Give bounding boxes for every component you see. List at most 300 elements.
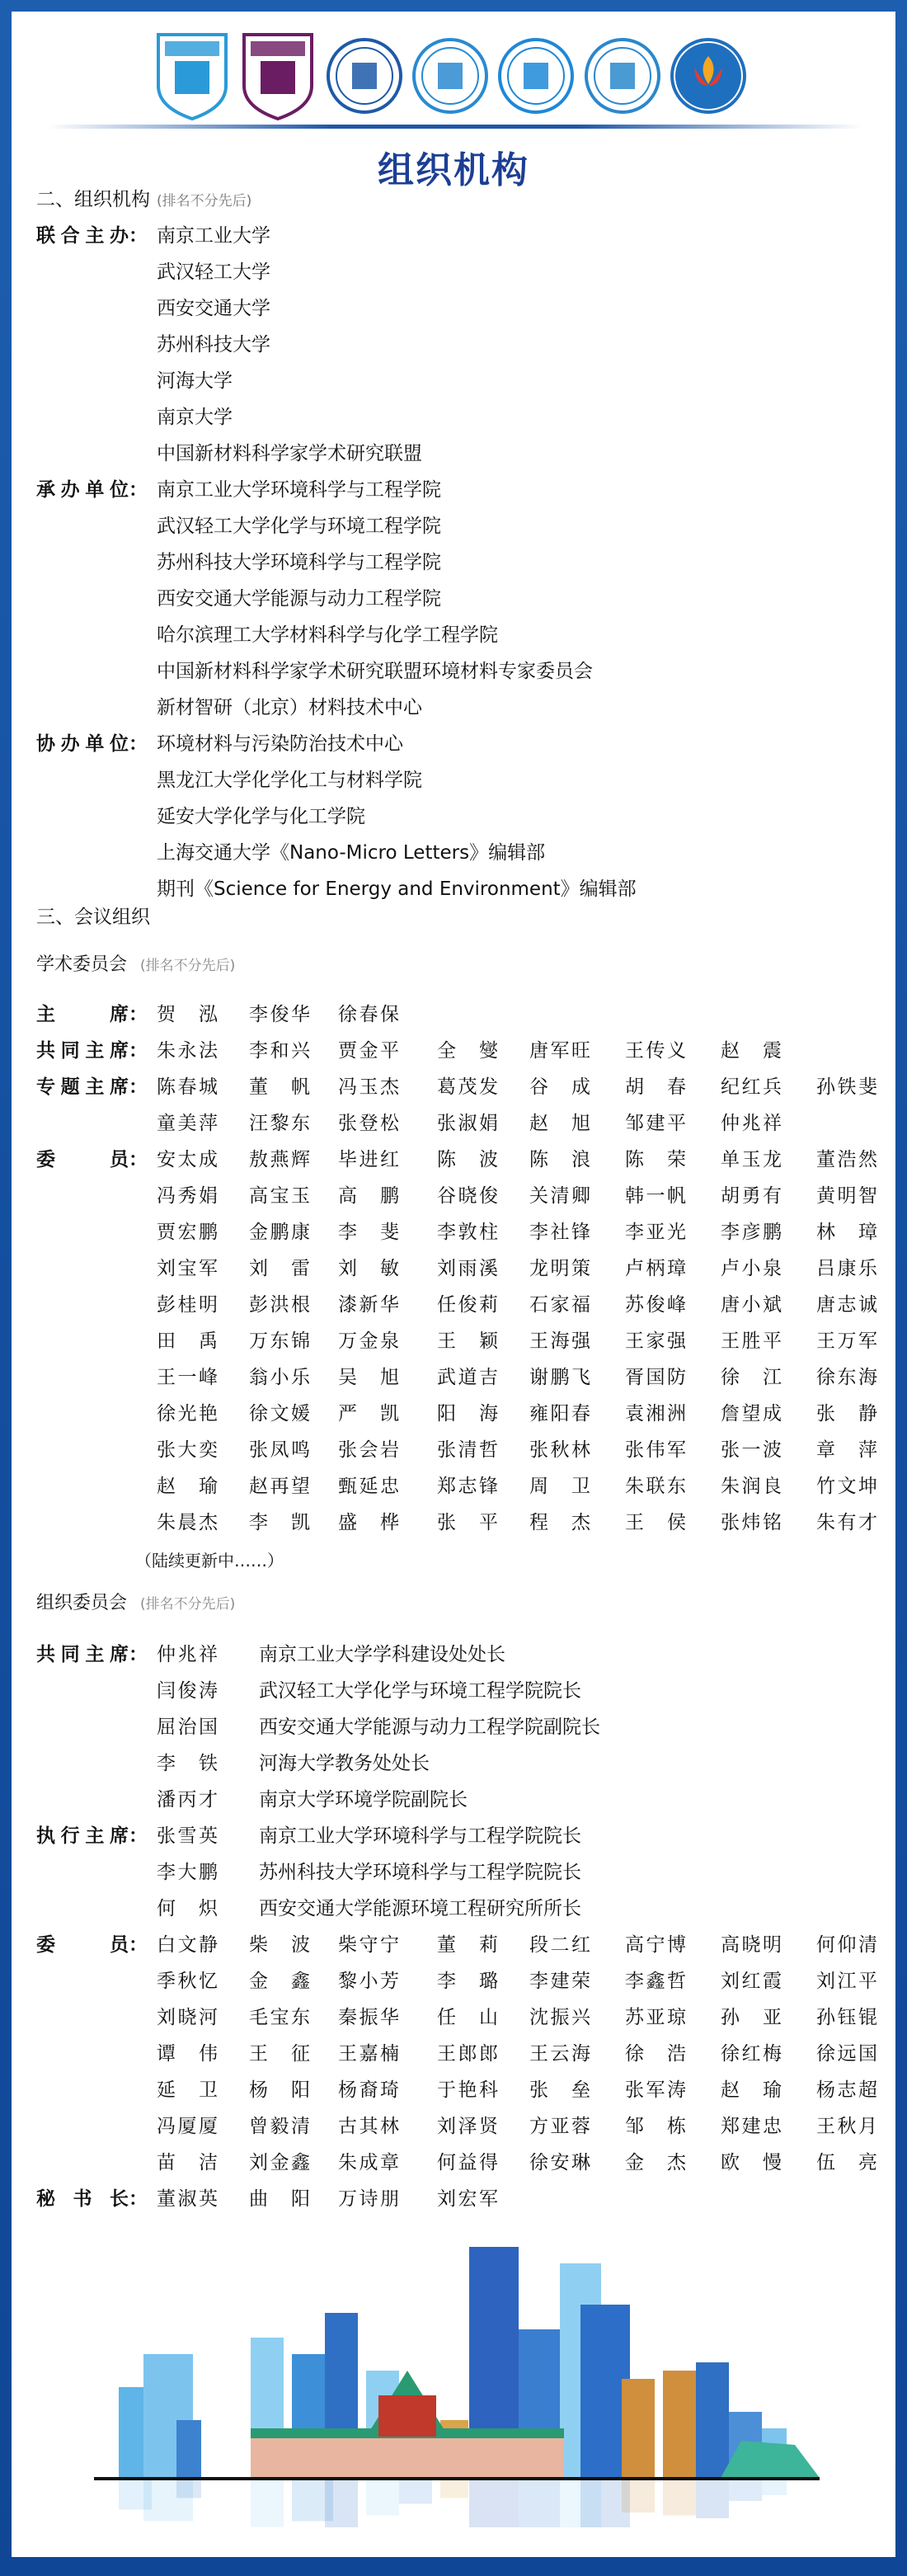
- organizing-committee-heading: [36, 1585, 235, 1622]
- member-name: 王云海: [529, 2043, 590, 2065]
- ranking-note: (排名不分先后): [157, 193, 252, 210]
- building-reflection: [622, 2478, 655, 2512]
- organizer-row: [36, 399, 886, 436]
- organizer-name: 中国新材料科学家学术研究联盟: [157, 443, 422, 464]
- role-label: [36, 1818, 148, 1854]
- member-name: 高宁博: [625, 1934, 686, 1956]
- organizer-name: 西安交通大学: [157, 298, 270, 319]
- committee-row: [36, 2072, 886, 2108]
- member-name: 曾毅清: [249, 2116, 310, 2137]
- role-label: [36, 1142, 148, 1178]
- colon: ：: [129, 1825, 148, 1847]
- member-name: 李鑫哲: [625, 1971, 686, 1992]
- member-name: 陈荣: [625, 1149, 686, 1170]
- member-name: 谭伟: [157, 2043, 218, 2065]
- member-name: 盛桦: [338, 1512, 399, 1533]
- member-name: 王海强: [529, 1330, 590, 1352]
- colon: ：: [129, 1934, 148, 1956]
- organizer-row: [36, 436, 886, 472]
- member-name: 石家福: [529, 1294, 590, 1316]
- member-name: 徐春保: [338, 1004, 399, 1025]
- member-name: 王征: [249, 2043, 310, 2065]
- building-reflection: [366, 2478, 399, 2516]
- member-name: 李斐: [338, 1222, 399, 1243]
- role-label: [36, 2181, 148, 2217]
- member-name: 周卫: [529, 1476, 590, 1497]
- leader-name: 仲兆祥: [157, 1644, 218, 1665]
- member-name: 胡春: [625, 1076, 686, 1098]
- member-name: 王传义: [625, 1040, 686, 1062]
- member-name: 李敦柱: [437, 1222, 498, 1243]
- organizer-name: 新材智研（北京）材料技术中心: [157, 697, 422, 718]
- label-text: 共同主席: [36, 1040, 129, 1062]
- page-title: 组织机构: [378, 149, 529, 191]
- ground-line: [94, 2477, 820, 2480]
- member-name: 韩一帆: [625, 1185, 686, 1207]
- organizer-list: [36, 218, 886, 907]
- member-name: 纪红兵: [721, 1076, 782, 1098]
- member-name: 张淑娟: [437, 1113, 498, 1134]
- member-name: 任山: [437, 2007, 498, 2028]
- member-name: 孙亚: [721, 2007, 782, 2028]
- member-name: 胡勇有: [721, 1185, 782, 1207]
- leader-row: [36, 1891, 886, 1927]
- member-name: 沈振兴: [529, 2007, 590, 2028]
- member-name: 董淑英: [157, 2188, 218, 2210]
- leader-position: 武汉轻工大学化学与环境工程学院院长: [259, 1680, 581, 1702]
- role-label: [36, 1636, 148, 1673]
- member-name: 刘敏: [338, 1258, 399, 1279]
- member-name: 白文静: [157, 1934, 218, 1956]
- member-name: 冯秀娟: [157, 1185, 218, 1207]
- ranking-note: (排名不分先后): [140, 958, 236, 974]
- ranking-note: (排名不分先后): [140, 1596, 236, 1613]
- building: [622, 2379, 655, 2478]
- member-name: 龙明策: [529, 1258, 590, 1279]
- committee-row: [36, 1963, 886, 1999]
- member-name: 刘晓河: [157, 2007, 218, 2028]
- colon: ：: [129, 1076, 148, 1098]
- member-name: 于艳科: [437, 2079, 498, 2101]
- academic-committee-title: 学术委员会: [36, 954, 128, 975]
- building: [663, 2371, 696, 2478]
- colon: ：: [129, 1040, 148, 1062]
- member-name: 郑志锋: [437, 1476, 498, 1497]
- member-name: 朱晨杰: [157, 1512, 218, 1533]
- member-name: 赵瑜: [157, 1476, 218, 1497]
- member-name: 刘泽贤: [437, 2116, 498, 2137]
- member-name: 王颖: [437, 1330, 498, 1352]
- member-name: 孙铁斐: [816, 1076, 877, 1098]
- member-name: 敖燕辉: [249, 1149, 310, 1170]
- leader-name: 何炽: [157, 1898, 218, 1919]
- organizer-row: [36, 218, 886, 254]
- member-name: 雍阳春: [529, 1403, 590, 1425]
- member-name: 赵再望: [249, 1476, 310, 1497]
- member-name: 赵瑜: [721, 2079, 782, 2101]
- organizer-row: [36, 762, 886, 798]
- member-name: 苗洁: [157, 2152, 218, 2173]
- member-name: 严凯: [338, 1403, 399, 1425]
- member-name: 杨志超: [816, 2079, 877, 2101]
- building-reflection: [325, 2478, 358, 2527]
- member-name: 李亚光: [625, 1222, 686, 1243]
- building-reflection: [696, 2478, 729, 2518]
- member-name: 竹文坤: [816, 1476, 877, 1497]
- member-name: 张秋林: [529, 1439, 590, 1461]
- committee-row: [36, 996, 886, 1033]
- committee-row: [36, 1999, 886, 2036]
- colon: ：: [129, 733, 148, 755]
- member-name: 金杰: [625, 2152, 686, 2173]
- role-label: [36, 1927, 148, 1963]
- member-name: 苏俊峰: [625, 1294, 686, 1316]
- organizer-row: [36, 290, 886, 327]
- leader-name: 闫俊涛: [157, 1680, 218, 1702]
- member-name: 徐浩: [625, 2043, 686, 2065]
- member-name: 唐小斌: [721, 1294, 782, 1316]
- member-name: 彭洪根: [249, 1294, 310, 1316]
- member-name: 刘宝军: [157, 1258, 218, 1279]
- leader-row: [36, 1818, 886, 1854]
- member-name: 郑建忠: [721, 2116, 782, 2137]
- member-name: 李和兴: [249, 1040, 310, 1062]
- committee-row: [36, 1505, 886, 1541]
- member-name: 王郎郎: [437, 2043, 498, 2065]
- member-name: 刘江平: [816, 1971, 877, 1992]
- leader-row: [36, 1854, 886, 1891]
- member-name: 邹建平: [625, 1113, 686, 1134]
- member-name: 黎小芳: [338, 1971, 399, 1992]
- member-name: 徐东海: [816, 1367, 877, 1388]
- member-name: 陈春城: [157, 1076, 218, 1098]
- member-name: 段二红: [529, 1934, 590, 1956]
- member-name: 陈波: [437, 1149, 498, 1170]
- leader-name: 张雪英: [157, 1825, 218, 1847]
- member-name: 冯玉杰: [338, 1076, 399, 1098]
- member-name: 朱成章: [338, 2152, 399, 2173]
- member-name: 张一波: [721, 1439, 782, 1461]
- member-name: 朱润良: [721, 1476, 782, 1497]
- organizer-name: 武汉轻工大学: [157, 261, 270, 283]
- member-name: 柴守宁: [338, 1934, 399, 1956]
- organizer-name: 期刊《Science for Energy and Environment》编辑部: [157, 878, 637, 900]
- member-name: 翁小乐: [249, 1367, 310, 1388]
- member-name: 董浩然: [816, 1149, 877, 1170]
- member-name: 季秋忆: [157, 1971, 218, 1992]
- building-reflection: [519, 2478, 560, 2527]
- role-label: [36, 1033, 148, 1069]
- building-reflection: [176, 2478, 201, 2498]
- member-name: 杨裔琦: [338, 2079, 399, 2101]
- member-name: 徐红梅: [721, 2043, 782, 2065]
- member-name: 谷晓俊: [437, 1185, 498, 1207]
- building-reflection: [762, 2478, 787, 2495]
- committee-row: [36, 1033, 886, 1069]
- building-reflection: [469, 2478, 519, 2527]
- organizer-label: [36, 472, 148, 508]
- organizer-name: 哈尔滨理工大学材料科学与化学工程学院: [157, 624, 498, 646]
- university-logo: [497, 31, 575, 120]
- leader-position: 西安交通大学能源与动力工程学院副院长: [259, 1717, 600, 1738]
- member-name: 王嘉楠: [338, 2043, 399, 2065]
- member-name: 唐军旺: [529, 1040, 590, 1062]
- academic-committee-heading: [36, 947, 235, 984]
- label-text: 委员: [36, 1149, 129, 1170]
- label-text: 联合主办: [36, 225, 129, 247]
- committee-row: [36, 1105, 886, 1142]
- organizer-name: 黑龙江大学化学化工与材料学院: [157, 770, 422, 791]
- member-name: 刘雷: [249, 1258, 310, 1279]
- organizing-committee-list: [36, 1636, 886, 2217]
- member-name: 伍亮: [816, 2152, 877, 2173]
- member-name: 刘宏军: [437, 2188, 498, 2210]
- member-name: 张静: [816, 1403, 877, 1425]
- organizer-row: [36, 798, 886, 835]
- member-name: 杨阳: [249, 2079, 310, 2101]
- label-text: 协办单位: [36, 733, 129, 755]
- member-name: 武道吉: [437, 1367, 498, 1388]
- label-text: 专题主席: [36, 1076, 129, 1098]
- member-name: 张垒: [529, 2079, 590, 2101]
- member-name: 孙钰锟: [816, 2007, 877, 2028]
- member-name: 关清卿: [529, 1185, 590, 1207]
- member-name: 何益得: [437, 2152, 498, 2173]
- member-name: 冯厦厦: [157, 2116, 218, 2137]
- label-text: 委员: [36, 1934, 129, 1956]
- member-name: 贾宏鹏: [157, 1222, 218, 1243]
- committee-row: [36, 1323, 886, 1359]
- university-logo: [239, 31, 317, 120]
- member-name: 古其林: [338, 2116, 399, 2137]
- member-name: 邹栋: [625, 2116, 686, 2137]
- member-name: 张会岩: [338, 1439, 399, 1461]
- member-name: 安太成: [157, 1149, 218, 1170]
- organizer-name: 中国新材料科学家学术研究联盟环境材料专家委员会: [157, 661, 593, 682]
- member-name: 彭桂明: [157, 1294, 218, 1316]
- organizer-row: [36, 544, 886, 581]
- member-name: 金鹏康: [249, 1222, 310, 1243]
- member-name: 何仰清: [816, 1934, 877, 1956]
- organizer-name: 南京工业大学: [157, 225, 270, 247]
- leader-position: 河海大学教务处处长: [259, 1753, 430, 1774]
- member-name: 秦振华: [338, 2007, 399, 2028]
- member-name: 王万军: [816, 1330, 877, 1352]
- leader-row: [36, 1636, 886, 1673]
- organizer-row: [36, 871, 886, 907]
- updating-note: （陆续更新中……）: [135, 1551, 284, 1571]
- member-name: 张大奕: [157, 1439, 218, 1461]
- building-reflection: [399, 2478, 432, 2504]
- member-name: 高宝玉: [249, 1185, 310, 1207]
- member-name: 贾金平: [338, 1040, 399, 1062]
- member-name: 程杰: [529, 1512, 590, 1533]
- member-name: 万金泉: [338, 1330, 399, 1352]
- member-name: 徐江: [721, 1367, 782, 1388]
- role-label: [36, 1069, 148, 1105]
- colon: ：: [129, 1004, 148, 1025]
- leader-position: 南京工业大学学科建设处处长: [259, 1644, 505, 1665]
- member-name: 卢小泉: [721, 1258, 782, 1279]
- member-name: 徐文媛: [249, 1403, 310, 1425]
- leader-name: 李大鹏: [157, 1862, 218, 1883]
- committee-row: [36, 2108, 886, 2145]
- member-name: 刘红霞: [721, 1971, 782, 1992]
- committee-row: [36, 1069, 886, 1105]
- member-name: 王胜平: [721, 1330, 782, 1352]
- committee-row: [36, 1287, 886, 1323]
- member-name: 刘金鑫: [249, 2152, 310, 2173]
- member-name: 张清哲: [437, 1439, 498, 1461]
- committee-row: [36, 1468, 886, 1505]
- organizer-row: [36, 508, 886, 544]
- divider: [46, 125, 862, 129]
- member-name: 詹望成: [721, 1403, 782, 1425]
- leader-row: [36, 1673, 886, 1709]
- member-name: 章萍: [816, 1439, 877, 1461]
- member-name: 李璐: [437, 1971, 498, 1992]
- organizer-name: 南京工业大学环境科学与工程学院: [157, 479, 441, 501]
- member-name: 卢柄璋: [625, 1258, 686, 1279]
- member-name: 赵旭: [529, 1113, 590, 1134]
- organizer-name: 苏州科技大学: [157, 334, 270, 356]
- member-name: 谢鹏飞: [529, 1367, 590, 1388]
- leader-name: 屈治国: [157, 1717, 218, 1738]
- committee-row: [36, 2181, 886, 2217]
- member-name: 朱有才: [816, 1512, 877, 1533]
- organizer-row: [36, 363, 886, 399]
- member-name: 李俊华: [249, 1004, 310, 1025]
- organizer-row: [36, 581, 886, 617]
- organizer-row: [36, 617, 886, 653]
- member-name: 张炜铭: [721, 1512, 782, 1533]
- leader-position: 南京大学环境学院副院长: [259, 1789, 468, 1811]
- organizer-row: [36, 327, 886, 363]
- organizer-name: 南京大学: [157, 407, 233, 428]
- university-logo: [584, 31, 661, 120]
- member-name: 袁湘洲: [625, 1403, 686, 1425]
- organizer-label: [36, 726, 148, 762]
- member-name: 陈浪: [529, 1149, 590, 1170]
- member-name: 阳海: [437, 1403, 498, 1425]
- section-2-heading: [36, 183, 251, 218]
- member-name: 唐志诚: [816, 1294, 877, 1316]
- committee-row: [36, 1359, 886, 1396]
- member-name: 张登松: [338, 1113, 399, 1134]
- committee-row: [36, 1927, 886, 1963]
- member-name: 朱联东: [625, 1476, 686, 1497]
- member-name: 徐光艳: [157, 1403, 218, 1425]
- member-name: 全燮: [437, 1040, 498, 1062]
- committee-row: [36, 2036, 886, 2072]
- member-name: 延卫: [157, 2079, 218, 2101]
- member-name: 王家强: [625, 1330, 686, 1352]
- member-name: 黄明智: [816, 1185, 877, 1207]
- member-name: 李凯: [249, 1512, 310, 1533]
- role-label: [36, 996, 148, 1033]
- label-text: 执行主席: [36, 1825, 129, 1847]
- member-name: 高鹏: [338, 1185, 399, 1207]
- organizer-row: [36, 472, 886, 508]
- organizer-name: 苏州科技大学环境科学与工程学院: [157, 552, 441, 573]
- organizing-committee-title: 组织委员会: [36, 1593, 128, 1613]
- committee-row: [36, 1214, 886, 1250]
- member-name: 高晓明: [721, 1934, 782, 1956]
- organizer-row: [36, 726, 886, 762]
- colon: ：: [129, 225, 148, 247]
- member-name: 金鑫: [249, 1971, 310, 1992]
- member-name: 万东锦: [249, 1330, 310, 1352]
- member-name: 董帆: [249, 1076, 310, 1098]
- colon: ：: [129, 1149, 148, 1170]
- member-name: 苏亚琼: [625, 2007, 686, 2028]
- committee-row: [36, 1432, 886, 1468]
- leader-row: [36, 1782, 886, 1818]
- member-name: 张伟军: [625, 1439, 686, 1461]
- member-name: 李建荣: [529, 1971, 590, 1992]
- organizer-row: [36, 835, 886, 871]
- colon: ：: [129, 479, 148, 501]
- organizer-name: 武汉轻工大学化学与环境工程学院: [157, 516, 441, 537]
- member-name: 李社锋: [529, 1222, 590, 1243]
- section-2-title: 二、组织机构: [36, 189, 150, 210]
- organizer-row: [36, 690, 886, 726]
- member-name: 张凤鸣: [249, 1439, 310, 1461]
- member-name: 徐远国: [816, 2043, 877, 2065]
- university-logo: [670, 31, 747, 120]
- city-skyline-illustration: [53, 2230, 861, 2527]
- content-panel: [12, 12, 895, 2557]
- logo-row: [153, 31, 747, 121]
- member-name: 张军涛: [625, 2079, 686, 2101]
- member-name: 方亚蓉: [529, 2116, 590, 2137]
- committee-row: [36, 1396, 886, 1432]
- member-name: 朱永法: [157, 1040, 218, 1062]
- colon: ：: [129, 2188, 148, 2210]
- member-name: 柴波: [249, 1934, 310, 1956]
- member-name: 汪黎东: [249, 1113, 310, 1134]
- member-name: 欧慢: [721, 2152, 782, 2173]
- member-name: 王侯: [625, 1512, 686, 1533]
- organizer-name: 河海大学: [157, 370, 233, 392]
- building-reflection: [251, 2478, 284, 2527]
- leader-position: 南京工业大学环境科学与工程学院院长: [259, 1825, 581, 1847]
- label-text: 共同主席: [36, 1644, 129, 1665]
- member-name: 吴旭: [338, 1367, 399, 1388]
- leader-row: [36, 1745, 886, 1782]
- leader-position: 苏州科技大学环境科学与工程学院院长: [259, 1862, 581, 1883]
- member-name: 刘雨溪: [437, 1258, 498, 1279]
- building-reflection: [663, 2478, 696, 2516]
- committee-row: [36, 1178, 886, 1214]
- leader-row: [36, 1709, 886, 1745]
- building: [176, 2420, 201, 2478]
- organizer-label: [36, 218, 148, 254]
- organizer-name: 延安大学化学与化工学院: [157, 806, 365, 827]
- organizer-name: 西安交通大学能源与动力工程学院: [157, 588, 441, 610]
- member-name: 单玉龙: [721, 1149, 782, 1170]
- university-logo: [153, 31, 231, 120]
- member-name: 王秋月: [816, 2116, 877, 2137]
- member-name: 万诗朋: [338, 2188, 399, 2210]
- member-name: 曲阳: [249, 2188, 310, 2210]
- label-text: 主席: [36, 1004, 129, 1025]
- member-name: 田禹: [157, 1330, 218, 1352]
- member-name: 胥国防: [625, 1367, 686, 1388]
- leader-name: 李铁: [157, 1753, 218, 1774]
- member-name: 仲兆祥: [721, 1113, 782, 1134]
- member-name: 吕康乐: [816, 1258, 877, 1279]
